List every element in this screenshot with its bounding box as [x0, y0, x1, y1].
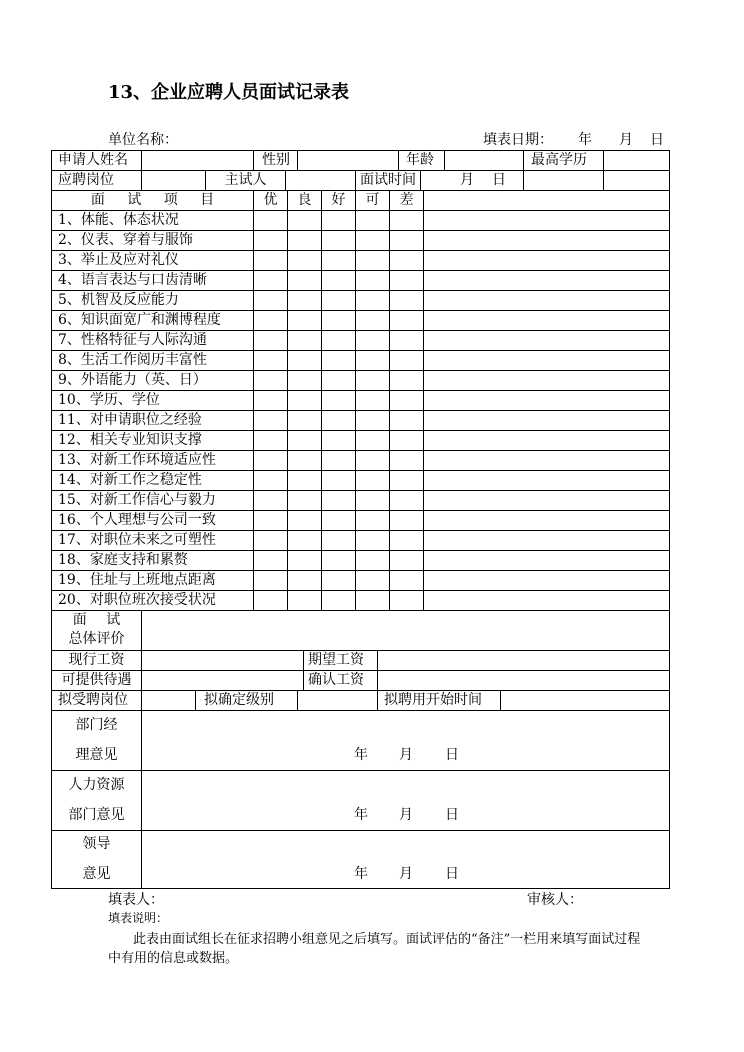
- document-title: 13、企业应聘人员面试记录表: [108, 82, 350, 103]
- rating-cell-good: [288, 451, 322, 471]
- rating-cell-fine: [322, 391, 356, 411]
- remarks-cell: [424, 291, 670, 311]
- fill-date-day: 日: [650, 132, 664, 148]
- evaluation-items-header: 面 试 项 目: [52, 191, 254, 211]
- rating-cell-excellent: [254, 271, 288, 291]
- evaluation-row: [52, 411, 670, 431]
- rating-cell-fine: [322, 571, 356, 591]
- remarks-cell: [424, 451, 670, 471]
- opinion-year: 年: [354, 807, 368, 823]
- rating-cell-fair: [356, 291, 390, 311]
- evaluation-row: [52, 251, 670, 271]
- proposed-level-label: 拟确定级别: [196, 691, 298, 711]
- rating-cell-fine: [322, 431, 356, 451]
- proposed-position-label: 拟受聘岗位: [52, 691, 142, 711]
- rating-cell-poor: [390, 391, 424, 411]
- evaluation-item-label: 7、性格特征与人际沟通: [52, 331, 254, 351]
- evaluation-item-label: 16、个人理想与公司一致: [52, 511, 254, 531]
- evaluation-item-label: 1、体能、体态状况: [52, 211, 254, 231]
- remarks-cell: [424, 311, 670, 331]
- evaluation-item-label: 8、生活工作阅历丰富性: [52, 351, 254, 371]
- remarks-cell: [424, 391, 670, 411]
- rating-header-good: 良: [288, 191, 322, 211]
- evaluation-row: [52, 211, 670, 231]
- rating-cell-excellent: [254, 351, 288, 371]
- rating-cell-fair: [356, 331, 390, 351]
- remarks-cell: [424, 211, 670, 231]
- rating-cell-fair: [356, 571, 390, 591]
- remarks-cell: [424, 411, 670, 431]
- rating-cell-poor: [390, 291, 424, 311]
- overall-label-line1: 面 试: [72, 612, 121, 628]
- opinion-label-line2: 部门意见: [68, 807, 125, 823]
- rating-cell-fair: [356, 411, 390, 431]
- evaluation-row: [52, 231, 670, 251]
- opinion-month: 月: [399, 807, 413, 823]
- rating-cell-fine: [322, 511, 356, 531]
- evaluation-item-label: 3、举止及应对礼仪: [52, 251, 254, 271]
- rating-cell-good: [288, 271, 322, 291]
- rating-cell-good: [288, 491, 322, 511]
- rating-cell-excellent: [254, 311, 288, 331]
- rating-cell-fine: [322, 271, 356, 291]
- department-opinion-row: [52, 711, 670, 771]
- position-label: 应聘岗位: [52, 171, 142, 191]
- offered-benefits-label: 可提供待遇: [52, 671, 142, 691]
- rating-cell-poor: [390, 571, 424, 591]
- evaluation-row: [52, 431, 670, 451]
- unit-name-label: 单位名称：: [108, 132, 178, 148]
- evaluation-row: [52, 351, 670, 371]
- department-opinion-label: [52, 711, 142, 771]
- current-salary-row: [52, 651, 670, 671]
- rating-cell-poor: [390, 431, 424, 451]
- leader-opinion-label: [52, 831, 142, 889]
- rating-cell-good: [288, 511, 322, 531]
- rating-cell-good: [288, 411, 322, 431]
- rating-cell-good: [288, 211, 322, 231]
- opinion-day: 日: [445, 807, 459, 823]
- rating-cell-excellent: [254, 231, 288, 251]
- rating-cell-poor: [390, 451, 424, 471]
- rating-cell-excellent: [254, 531, 288, 551]
- rating-cell-good: [288, 251, 322, 271]
- overall-evaluation-row: [52, 611, 670, 651]
- education-label: 最高学历: [524, 151, 604, 171]
- evaluation-row: [52, 451, 670, 471]
- applicant-name-field: [142, 151, 254, 171]
- rating-cell-excellent: [254, 511, 288, 531]
- evaluation-row: [52, 491, 670, 511]
- interviewer-field: [286, 171, 356, 191]
- rating-cell-excellent: [254, 391, 288, 411]
- rating-cell-excellent: [254, 211, 288, 231]
- reviewer-label: 审核人：: [527, 892, 583, 908]
- evaluation-row: [52, 471, 670, 491]
- interview-time-label: 面试时间: [356, 171, 421, 191]
- blank-cell: [524, 171, 604, 191]
- rating-cell-fair: [356, 471, 390, 491]
- evaluation-row: [52, 531, 670, 551]
- rating-cell-good: [288, 351, 322, 371]
- gender-label: 性别: [254, 151, 298, 171]
- rating-cell-excellent: [254, 451, 288, 471]
- proposed-position-field: [142, 691, 196, 711]
- opinion-year: 年: [354, 747, 368, 763]
- rating-header-fine: 好: [322, 191, 356, 211]
- offered-benefits-field: [142, 671, 304, 691]
- overall-evaluation-field: [142, 611, 670, 651]
- rating-cell-good: [288, 431, 322, 451]
- rating-cell-poor: [390, 591, 424, 611]
- interview-record-table: [51, 150, 670, 889]
- rating-cell-fair: [356, 351, 390, 371]
- remarks-cell: [424, 351, 670, 371]
- rating-cell-poor: [390, 311, 424, 331]
- evaluation-item-label: 15、对新工作信心与毅力: [52, 491, 254, 511]
- form-filler-label: 填表人：: [108, 892, 164, 908]
- rating-cell-poor: [390, 251, 424, 271]
- rating-cell-fine: [322, 591, 356, 611]
- opinion-year: 年: [354, 866, 368, 882]
- evaluation-row: [52, 511, 670, 531]
- evaluation-item-label: 17、对职位未来之可塑性: [52, 531, 254, 551]
- rating-cell-fine: [322, 451, 356, 471]
- remarks-cell: [424, 271, 670, 291]
- rating-cell-good: [288, 551, 322, 571]
- remarks-cell: [424, 491, 670, 511]
- evaluation-row: [52, 591, 670, 611]
- rating-header-fair: 可: [356, 191, 390, 211]
- hr-opinion-field: [142, 771, 670, 831]
- remarks-cell: [424, 251, 670, 271]
- rating-cell-fair: [356, 491, 390, 511]
- leader-opinion-field: [142, 831, 670, 889]
- rating-cell-good: [288, 371, 322, 391]
- evaluation-item-label: 12、相关专业知识支撑: [52, 431, 254, 451]
- rating-cell-poor: [390, 371, 424, 391]
- education-field: [604, 151, 670, 171]
- opinion-label-line2: 意见: [82, 866, 111, 882]
- rating-cell-fine: [322, 491, 356, 511]
- remarks-cell: [424, 231, 670, 251]
- evaluation-row: [52, 371, 670, 391]
- rating-cell-fair: [356, 511, 390, 531]
- evaluation-item-label: 20、对职位班次接受状况: [52, 591, 254, 611]
- rating-cell-fine: [322, 371, 356, 391]
- rating-cell-good: [288, 391, 322, 411]
- evaluation-row: [52, 271, 670, 291]
- age-label: 年龄: [399, 151, 445, 171]
- evaluation-item-label: 9、外语能力（英、日）: [52, 371, 254, 391]
- proposed-level-field: [298, 691, 378, 711]
- interviewer-label: 主试人: [206, 171, 286, 191]
- evaluation-item-label: 14、对新工作之稳定性: [52, 471, 254, 491]
- leader-opinion-row: [52, 831, 670, 889]
- rating-cell-excellent: [254, 411, 288, 431]
- notes-line-1: 此表由面试组长在征求招聘小组意见之后填写。面试评估的“备注”一栏用来填写面试过程: [133, 932, 641, 947]
- applicant-info-row: [52, 151, 670, 171]
- rating-cell-fair: [356, 531, 390, 551]
- rating-cell-poor: [390, 511, 424, 531]
- rating-cell-poor: [390, 211, 424, 231]
- notes-line-2: 中有用的信息或数据。: [108, 951, 239, 966]
- rating-cell-good: [288, 571, 322, 591]
- placement-row: [52, 691, 670, 711]
- rating-cell-excellent: [254, 431, 288, 451]
- rating-cell-good: [288, 311, 322, 331]
- rating-cell-good: [288, 591, 322, 611]
- rating-cell-excellent: [254, 551, 288, 571]
- rating-cell-fair: [356, 431, 390, 451]
- evaluation-header-row: [52, 191, 670, 211]
- opinion-day: 日: [445, 866, 459, 882]
- interview-time-day: 日: [492, 172, 506, 188]
- opinion-label-line1: 领导: [82, 836, 111, 852]
- rating-cell-fine: [322, 331, 356, 351]
- rating-cell-poor: [390, 411, 424, 431]
- rating-cell-excellent: [254, 371, 288, 391]
- confirmed-salary-label: 确认工资: [304, 671, 378, 691]
- evaluation-item-label: 5、机智及反应能力: [52, 291, 254, 311]
- gender-field: [298, 151, 399, 171]
- rating-cell-fair: [356, 451, 390, 471]
- opinion-label-line1: 人力资源: [68, 777, 125, 793]
- rating-cell-fair: [356, 231, 390, 251]
- rating-cell-fair: [356, 271, 390, 291]
- current-salary-label: 现行工资: [52, 651, 142, 671]
- remarks-cell: [424, 531, 670, 551]
- rating-cell-fine: [322, 291, 356, 311]
- evaluation-row: [52, 311, 670, 331]
- notes-title: 填表说明：: [108, 911, 169, 925]
- current-salary-field: [142, 651, 304, 671]
- blank-cell: [604, 171, 670, 191]
- evaluation-row: [52, 391, 670, 411]
- overall-evaluation-label: [52, 611, 142, 651]
- rating-cell-poor: [390, 491, 424, 511]
- rating-cell-fine: [322, 251, 356, 271]
- rating-cell-fine: [322, 311, 356, 331]
- remarks-cell: [424, 571, 670, 591]
- expected-salary-field: [378, 651, 670, 671]
- evaluation-row: [52, 331, 670, 351]
- rating-cell-good: [288, 531, 322, 551]
- evaluation-item-label: 4、语言表达与口齿清晰: [52, 271, 254, 291]
- rating-cell-excellent: [254, 591, 288, 611]
- hr-opinion-row: [52, 771, 670, 831]
- evaluation-item-label: 19、住址与上班地点距离: [52, 571, 254, 591]
- department-opinion-field: [142, 711, 670, 771]
- evaluation-row: [52, 571, 670, 591]
- applicant-name-label: 申请人姓名: [52, 151, 142, 171]
- rating-cell-poor: [390, 351, 424, 371]
- hr-opinion-label: [52, 771, 142, 831]
- rating-cell-excellent: [254, 291, 288, 311]
- evaluation-row: [52, 291, 670, 311]
- rating-cell-poor: [390, 551, 424, 571]
- remarks-cell: [424, 471, 670, 491]
- overall-label-line2: 总体评价: [68, 631, 125, 647]
- rating-cell-poor: [390, 331, 424, 351]
- rating-cell-fine: [322, 411, 356, 431]
- proposed-start-date-label: 拟聘用开始时间: [378, 691, 501, 711]
- position-info-row: [52, 171, 670, 191]
- rating-cell-excellent: [254, 251, 288, 271]
- rating-cell-poor: [390, 231, 424, 251]
- rating-cell-good: [288, 291, 322, 311]
- offered-benefits-row: [52, 671, 670, 691]
- rating-cell-fine: [322, 351, 356, 371]
- opinion-label-line2: 理意见: [75, 747, 118, 763]
- fill-date-month: 月: [619, 132, 633, 148]
- remarks-cell: [424, 591, 670, 611]
- rating-cell-fine: [322, 471, 356, 491]
- rating-cell-excellent: [254, 471, 288, 491]
- evaluation-row: [52, 551, 670, 571]
- opinion-month: 月: [399, 866, 413, 882]
- rating-header-poor: 差: [390, 191, 424, 211]
- fill-date-year: 年: [578, 132, 592, 148]
- evaluation-item-label: 6、知识面宽广和渊博程度: [52, 311, 254, 331]
- rating-cell-poor: [390, 271, 424, 291]
- rating-cell-fair: [356, 551, 390, 571]
- remarks-cell: [424, 511, 670, 531]
- interview-time-field: [421, 171, 524, 191]
- rating-cell-poor: [390, 531, 424, 551]
- evaluation-item-label: 11、对申请职位之经验: [52, 411, 254, 431]
- rating-cell-fair: [356, 371, 390, 391]
- rating-cell-fair: [356, 591, 390, 611]
- rating-cell-good: [288, 331, 322, 351]
- rating-cell-good: [288, 471, 322, 491]
- remarks-cell: [424, 331, 670, 351]
- evaluation-item-label: 18、家庭支持和累赘: [52, 551, 254, 571]
- rating-cell-excellent: [254, 571, 288, 591]
- rating-cell-fine: [322, 211, 356, 231]
- rating-cell-fair: [356, 391, 390, 411]
- fill-date-label: 填表日期：: [483, 132, 553, 148]
- age-field: [445, 151, 524, 171]
- opinion-day: 日: [445, 747, 459, 763]
- rating-cell-excellent: [254, 331, 288, 351]
- remarks-header: [424, 191, 670, 211]
- remarks-cell: [424, 551, 670, 571]
- opinion-month: 月: [399, 747, 413, 763]
- evaluation-item-label: 2、仪表、穿着与服饰: [52, 231, 254, 251]
- expected-salary-label: 期望工资: [304, 651, 378, 671]
- opinion-label-line1: 部门经: [75, 717, 118, 733]
- rating-cell-fine: [322, 551, 356, 571]
- proposed-start-date-field: [501, 691, 670, 711]
- position-field: [142, 171, 206, 191]
- evaluation-item-label: 10、学历、学位: [52, 391, 254, 411]
- rating-cell-fair: [356, 211, 390, 231]
- rating-cell-excellent: [254, 491, 288, 511]
- rating-cell-good: [288, 231, 322, 251]
- rating-header-excellent: 优: [254, 191, 288, 211]
- rating-cell-fine: [322, 531, 356, 551]
- remarks-cell: [424, 431, 670, 451]
- rating-cell-poor: [390, 471, 424, 491]
- rating-cell-fair: [356, 251, 390, 271]
- rating-cell-fair: [356, 311, 390, 331]
- confirmed-salary-field: [378, 671, 670, 691]
- interview-time-month: 月: [460, 172, 474, 188]
- remarks-cell: [424, 371, 670, 391]
- rating-cell-fine: [322, 231, 356, 251]
- evaluation-item-label: 13、对新工作环境适应性: [52, 451, 254, 471]
